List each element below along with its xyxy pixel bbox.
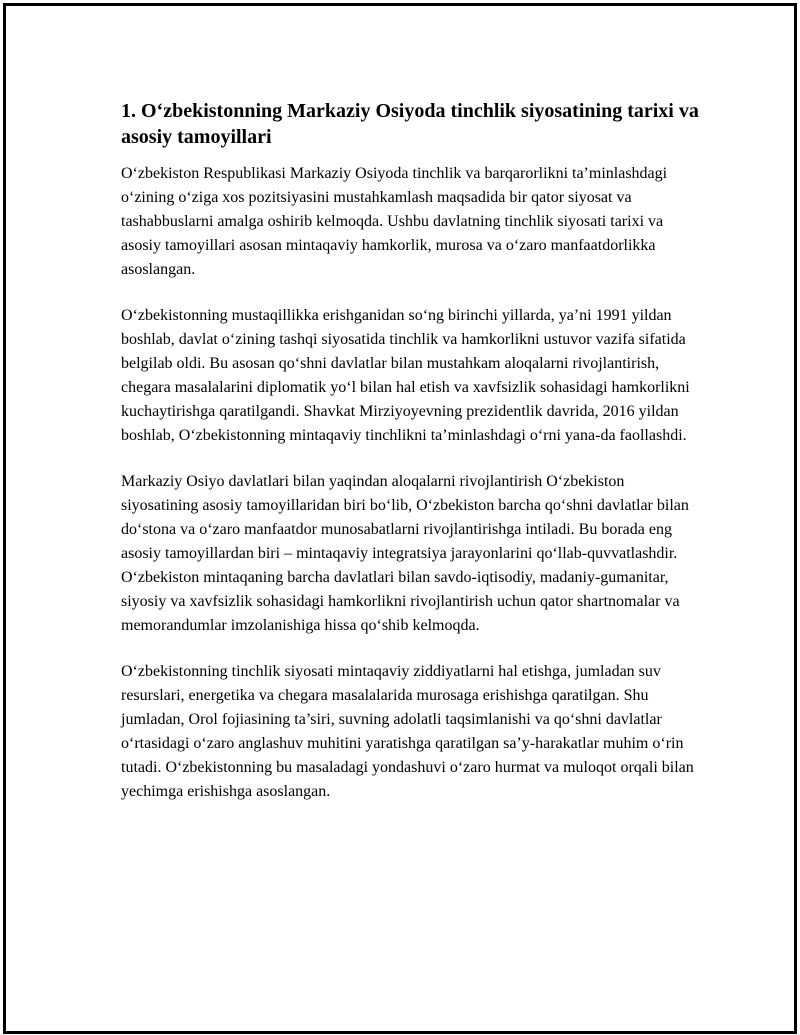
paragraph-3: Markaziy Osiyo davlatlari bilan yaqindan aloqalarni rivojlantirish O‘zbekiston siyosatining asosiy tamoyillaridan biri bo‘lib, O‘zbekiston barcha qo‘shni davlatlar bilan do‘stona va o‘zaro manfaatdor munosabatlarni rivojlantirishga intiladi. Bu borada eng asosiy tamoyillardan biri – mintaqaviy integratsiya jarayonlarini qo‘llab-quvvatlashdir. O‘zbekiston mintaqaning barcha davlatlari bilan savdo-iqtisodiy, madaniy-gumanitar, siyosiy va xavfsizlik sohasidagi hamkorlikni rivojlantirish uchun qator shartnomalar va memorandumlar imzolanishiga hissa qo‘shib kelmoqda.	[121, 473, 689, 634]
paragraph-4: O‘zbekistonning tinchlik siyosati mintaqaviy ziddiyatlarni hal etishga, jumladan suv resurslari, energetika va chegara masalalarida murosaga erishishga qaratilgan. Shu jumladan, Orol fojiasining ta’siri, suvning adolatli taqsimlanishi va qo‘shni davlatlar o‘rtasidagi o‘zaro anglashuv muhitini yaratishga qaratilgan sa’y-harakatlar muhim o‘rin tutadi. O‘zbekistonning bu masaladagi yondashuvi o‘zaro hurmat va muloqot orqali bilan yechimga erishishga asoslangan.	[121, 663, 694, 800]
paragraph-2: O‘zbekistonning mustaqillikka erishganidan so‘ng birinchi yillarda, ya’ni 1991 yildan boshlab, davlat o‘zining tashqi siyosatida tinchlik va hamkorlikni ustuvor vazifa sifatida belgilab oldi. Bu asosan qo‘shni davlatlar bilan mustahkam aloqalarni rivojlantirish, chegara masalalarini diplomatik yo‘l bilan hal etish va xavfsizlik sohasidagi hamkorlikni kuchaytirishga qaratilgandi. Shavkat Mirziyoyevning prezidentlik davrida, 2016 yildan boshlab, O‘zbekistonning mintaqaviy tinchlikni ta’minlashdagi o‘rni yana-da faollashdi.	[121, 307, 690, 444]
page-frame	[3, 3, 797, 1034]
paragraph-1: O‘zbekiston Respublikasi Markaziy Osiyoda tinchlik va barqarorlikni ta’minlashdagi o‘zining o‘ziga xos pozitsiyasini mustahkamlash maqsadida bir qator siyosat va tashabbuslarni amalga oshirib kelmoqda. Ushbu davlatning tinchlik siyosati tarixi va asosiy tamoyillari asosan mintaqaviy hamkorlik, murosa va o‘zaro manfaatdorlikka asoslangan.	[121, 165, 668, 278]
document-body	[121, 98, 701, 804]
section-title: 1. O‘zbekistonning Markaziy Osiyoda tinchlik siyosatining tarixi va asosiy tamoyillari	[121, 100, 699, 148]
